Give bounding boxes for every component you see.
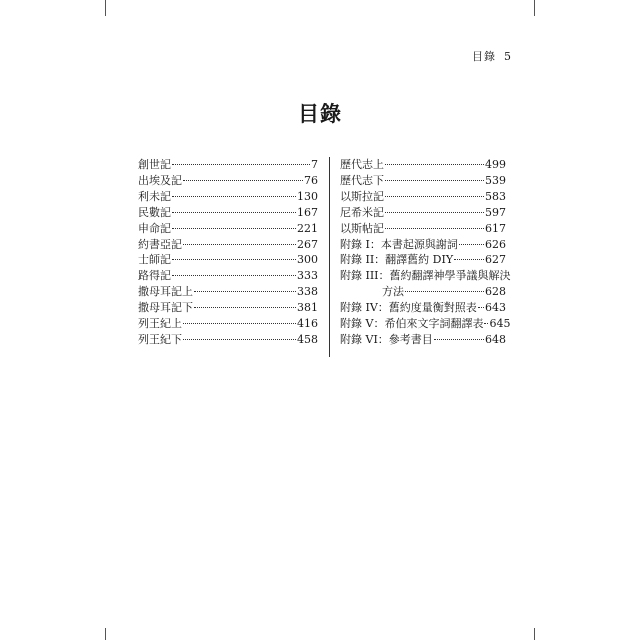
toc-entry-page: 645 (489, 317, 511, 331)
toc-leader-dots (172, 259, 296, 260)
toc-leader-dots (172, 196, 296, 197)
toc-entry[interactable] (340, 300, 506, 316)
toc-leader-dots (172, 164, 310, 165)
toc-leader-dots (478, 307, 484, 308)
running-head-page-number: 5 (504, 50, 512, 63)
toc-entry[interactable] (340, 332, 506, 348)
running-head-title: 目錄 (472, 50, 496, 63)
toc-entry-continuation[interactable] (340, 284, 506, 300)
toc-leader-dots (385, 164, 484, 165)
toc-entry-title: 創世記 (138, 158, 171, 171)
toc-leader-dots (454, 259, 484, 260)
toc-leader-dots (385, 212, 484, 213)
toc-entry-title: 民數記 (138, 205, 171, 219)
toc-entry[interactable] (138, 284, 318, 300)
toc-entry-title: 利未記 (138, 189, 171, 203)
toc-entry-page: 267 (297, 237, 318, 251)
toc-entry-page: 416 (297, 317, 318, 331)
toc-entry-page: 626 (485, 237, 506, 251)
toc-entry-title: 撒母耳記下 (138, 301, 193, 315)
toc-entry[interactable] (138, 252, 318, 268)
toc-entry[interactable] (340, 252, 506, 268)
toc-entry[interactable] (138, 268, 318, 284)
toc-entry-page: 583 (485, 189, 506, 203)
toc-entry-title: 附錄 IV：舊約度量衡對照表 (340, 301, 477, 315)
toc-entry[interactable] (340, 205, 506, 221)
toc-entry-page: 333 (297, 269, 318, 283)
toc-entry[interactable] (340, 221, 506, 237)
crop-mark-bottom-right (534, 628, 535, 640)
toc-entry-title: 附錄 V：希伯來文字詞翻譯表 (340, 317, 484, 331)
toc-entry-page: 458 (297, 332, 318, 346)
toc-entry-title: 方法 (382, 285, 404, 299)
crop-mark-bottom-left (105, 628, 106, 640)
toc-entry-page: 643 (485, 301, 506, 315)
toc-entry-page: 539 (485, 173, 506, 187)
toc-entry[interactable] (340, 189, 506, 205)
toc-entry-page: 167 (297, 205, 318, 219)
toc-entry-title: 出埃及記 (138, 173, 182, 187)
toc-entry-title: 列王紀下 (138, 332, 182, 346)
toc-entry[interactable] (340, 316, 511, 332)
toc-entry-title: 附錄 III：舊約翻譯神學爭議與解決 (340, 269, 511, 283)
toc-entry-page: 648 (485, 332, 506, 346)
toc-entry[interactable] (138, 237, 318, 253)
toc-entry[interactable] (138, 300, 318, 316)
toc-entry[interactable] (138, 332, 318, 348)
toc-entry[interactable] (138, 189, 318, 205)
toc-leader-dots (459, 244, 484, 245)
toc-leader-dots (385, 196, 484, 197)
toc-leader-dots (183, 180, 303, 181)
toc-entry-page: 627 (485, 253, 506, 267)
toc-entry-title: 路得記 (138, 269, 171, 283)
toc-leader-dots (484, 323, 488, 324)
toc-entry-page: 76 (304, 173, 318, 187)
toc-entry[interactable] (340, 237, 506, 253)
toc-entry-page: 221 (297, 221, 318, 235)
toc-entry-title: 士師記 (138, 253, 171, 267)
toc-entry-page: 338 (297, 285, 318, 299)
toc-right-column (340, 157, 511, 348)
toc-entry-title: 以斯拉記 (340, 189, 384, 203)
toc-entry-page: 7 (311, 158, 318, 171)
toc-entry-title: 歷代志上 (340, 158, 384, 171)
toc-left-column (138, 157, 318, 348)
page-title: 目錄 (298, 102, 342, 126)
toc-entry[interactable] (340, 157, 506, 173)
toc-leader-dots (172, 212, 296, 213)
toc-leader-dots (172, 275, 296, 276)
toc-leader-dots (385, 228, 484, 229)
toc-entry-title: 撒母耳記上 (138, 285, 193, 299)
toc-entry-page: 628 (485, 285, 506, 299)
toc-entry-title: 附錄 VI：參考書目 (340, 332, 433, 346)
toc-entry-title: 歷代志下 (340, 173, 384, 187)
toc-entry[interactable] (340, 268, 511, 284)
toc-entry-page: 597 (485, 205, 506, 219)
toc-entry-page: 381 (297, 301, 318, 315)
toc-entry-title: 列王紀上 (138, 317, 182, 331)
toc-leader-dots (385, 180, 484, 181)
toc-entry-title: 以斯帖記 (340, 221, 384, 235)
column-divider (329, 157, 330, 357)
toc-entry-page: 300 (297, 253, 318, 267)
toc-leader-dots (183, 244, 296, 245)
running-head (472, 48, 512, 64)
toc-entry-title: 申命記 (138, 221, 171, 235)
toc-leader-dots (183, 339, 296, 340)
toc-entry-title: 約書亞記 (138, 237, 182, 251)
toc-entry[interactable] (138, 173, 318, 189)
toc-entry-page: 617 (485, 221, 506, 235)
toc-entry-page: 499 (485, 158, 506, 171)
toc-entry[interactable] (138, 205, 318, 221)
toc-entry[interactable] (138, 316, 318, 332)
toc-leader-dots (405, 291, 484, 292)
toc-entry-page: 130 (297, 189, 318, 203)
toc-leader-dots (194, 291, 296, 292)
toc-entry-title: 附錄 I：本書起源與謝詞 (340, 237, 458, 251)
toc-entry-title: 附錄 II：翻譯舊約 DIY (340, 253, 454, 267)
toc-leader-dots (434, 339, 484, 340)
crop-mark-top-right (534, 0, 535, 16)
toc-leader-dots (172, 228, 296, 229)
toc-entry[interactable] (340, 173, 506, 189)
toc-leader-dots (194, 307, 296, 308)
toc-leader-dots (183, 323, 296, 324)
toc-entry[interactable] (138, 221, 318, 237)
toc-entry[interactable] (138, 157, 318, 173)
crop-mark-top-left (105, 0, 106, 16)
toc-entry-title: 尼希米記 (340, 205, 384, 219)
